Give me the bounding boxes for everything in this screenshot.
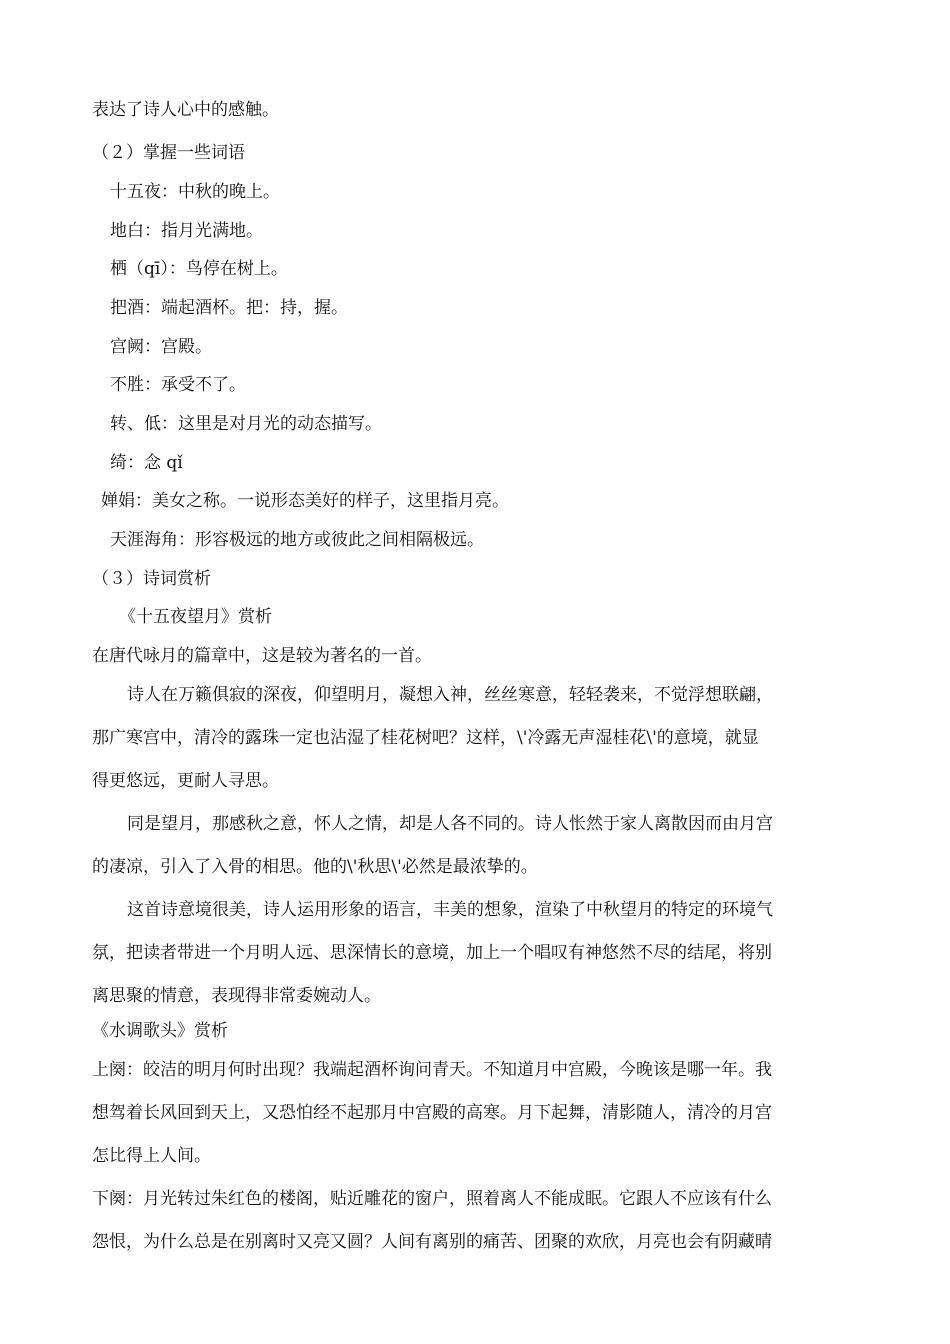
section-heading: （３）诗词赏析	[92, 569, 211, 589]
vocab-item: 栖（qī）：鸟停在树上。	[110, 259, 288, 279]
paragraph-line: 的凄凉，引入了入骨的相思。他的\'秋思\'必然是最浓挚的。	[92, 857, 538, 877]
vocab-item: 宫阙：宫殿。	[110, 337, 212, 357]
paragraph-line: 上阕：皎洁的明月何时出现？我端起酒杯询问青天。不知道月中宫殿，今晚该是哪一年。我	[92, 1060, 772, 1080]
paragraph-line: 怎比得上人间。	[92, 1146, 211, 1166]
subsection-title: 《水调歌头》赏析	[92, 1021, 228, 1041]
vocab-item: 把酒：端起酒杯。把：持，握。	[110, 298, 348, 318]
paragraph-line: 同是望月，那感秋之意，怀人之情，却是人各不同的。诗人怅然于家人离散因而由月宫	[127, 814, 773, 834]
vocab-item: 不胜：承受不了。	[110, 375, 246, 395]
vocab-item: 绮：念 qǐ	[110, 453, 183, 473]
vocab-item: 天涯海角：形容极远的地方或彼此之间相隔极远。	[110, 530, 484, 550]
paragraph-line: 下阕：月光转过朱红色的楼阁，贴近雕花的窗户，照着离人不能成眠。它跟人不应该有什么	[92, 1189, 772, 1209]
paragraph-line: 怨恨，为什么总是在别离时又亮又圆？人间有离别的痛苦、团聚的欢欣，月亮也会有阴藏晴	[92, 1232, 772, 1252]
paragraph-line: 离思聚的情意，表现得非常委婉动人。	[92, 986, 381, 1006]
section-heading: （２）掌握一些词语	[92, 143, 245, 163]
paragraph-line: 氛，把读者带进一个月明人远、思深情长的意境，加上一个唱叹有神悠然不尽的结尾，将别	[92, 943, 772, 963]
vocab-item: 转、低：这里是对月光的动态描写。	[110, 414, 382, 434]
paragraph-line: 这首诗意境很美，诗人运用形象的语言，丰美的想象，渲染了中秋望月的特定的环境气	[127, 900, 773, 920]
paragraph-line: 得更悠远，更耐人寻思。	[92, 771, 279, 791]
vocab-item: 十五夜：中秋的晚上。	[110, 182, 280, 202]
text-line: 在唐代咏月的篇章中，这是较为著名的一首。	[92, 646, 432, 666]
paragraph-line: 想驾着长风回到天上，又恐怕经不起那月中宫殿的高寒。月下起舞，清影随人，清冷的月宫	[92, 1103, 772, 1123]
subsection-title: 《十五夜望月》赏析	[119, 607, 272, 627]
vocab-item: 婵娟：美女之称。一说形态美好的样子，这里指月亮。	[101, 491, 509, 511]
paragraph-line: 诗人在万籁俱寂的深夜，仰望明月，凝想入神，丝丝寒意，轻轻袭来，不觉浮想联翩，	[127, 685, 773, 705]
vocab-item: 地白：指月光满地。	[110, 221, 263, 241]
text-line: 表达了诗人心中的感触。	[92, 100, 279, 120]
paragraph-line: 那广寒宫中，清冷的露珠一定也沾湿了桂花树吧？这样，\'冷露无声湿桂花\'的意境，就显	[92, 728, 759, 748]
